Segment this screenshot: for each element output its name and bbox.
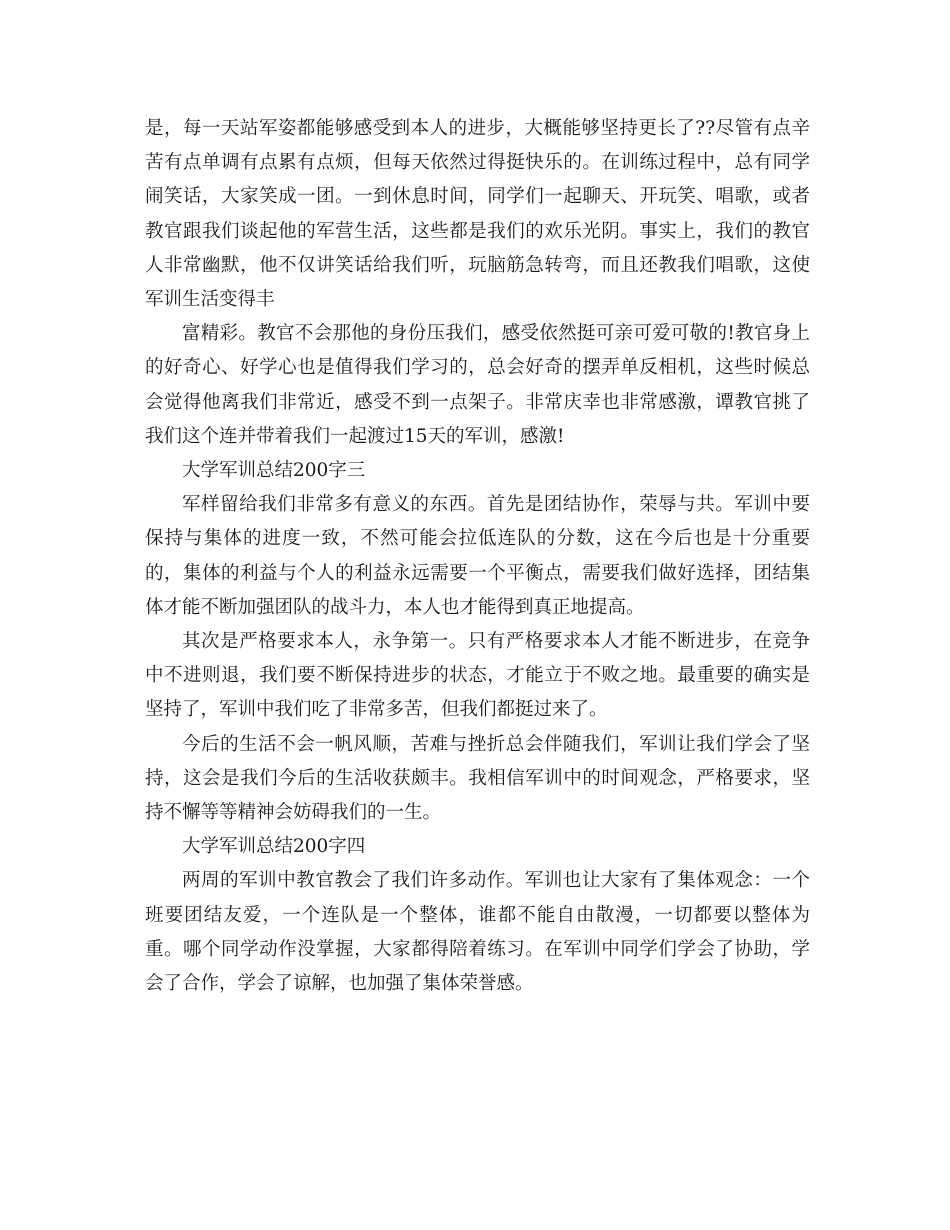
paragraph-5: 今后的生活不会一帆风顺，苦难与挫折总会伴随我们，军训让我们学会了坚持，这会是我们今后的生活收获颇丰。我相信军训中的时间观念，严格要求，坚持不懈等等精神会妨碍我们的一生。 <box>145 733 810 824</box>
document-body <box>145 112 810 1001</box>
paragraph-2: 富精彩。教官不会那他的身份压我们，感受依然挺可亲可爱可敬的!教官身上的好奇心、好学心也是值得我们学习的，总会好奇的摆弄单反相机，这些时候总会觉得他离我们非常近，感受不到一点架子。非常庆幸也非常感激，谭教官挑了我们这个连并带着我们一起渡过15天的军训，感激! <box>145 323 810 447</box>
section-heading-3: 大学军训总结200字三 <box>182 460 366 482</box>
paragraph-3: 军样留给我们非常多有意义的东西。首先是团结协作，荣辱与共。军训中要保持与集体的进度一致，不然可能会拉低连队的分数，这在今后也是十分重要的，集体的利益与个人的利益永远需要一个平衡点，需要我们做好选择，团结集体才能不断加强团队的战斗力，本人也才能得到真正地提高。 <box>145 494 810 618</box>
section-heading-4: 大学军训总结200字四 <box>182 836 366 858</box>
paragraph-6: 两周的军训中教官教会了我们许多动作。军训也让大家有了集体观念：一个班要团结友爱，一个连队是一个整体，谁都不能自由散漫，一切都要以整体为重。哪个同学动作没掌握，大家都得陪着练习。在军训中同学们学会了协助，学会了合作，学会了谅解，也加强了集体荣誉感。 <box>145 870 810 995</box>
paragraph-4: 其次是严格要求本人，永争第一。只有严格要求本人才能不断进步，在竞争中不进则退，我们要不断保持进步的状态，才能立于不败之地。最重要的确实是坚持了，军训中我们吃了非常多苦，但我们都挺过来了。 <box>145 631 810 721</box>
paragraph-1: 是，每一天站军姿都能够感受到本人的进步，大概能够坚持更长了??尽管有点辛苦有点单调有点累有点烦，但每天依然过得挺快乐的。在训练过程中，总有同学闹笑话，大家笑成一团。一到休息时间，同学们一起聊天、开玩笑、唱歌，或者教官跟我们谈起他的军营生活，这些都是我们的欢乐光阴。事实上，我们的教官人非常幽默，他不仅讲笑话给我们听，玩脑筋急转弯，而且还教我们唱歌，这使军训生活变得丰 <box>145 118 810 311</box>
